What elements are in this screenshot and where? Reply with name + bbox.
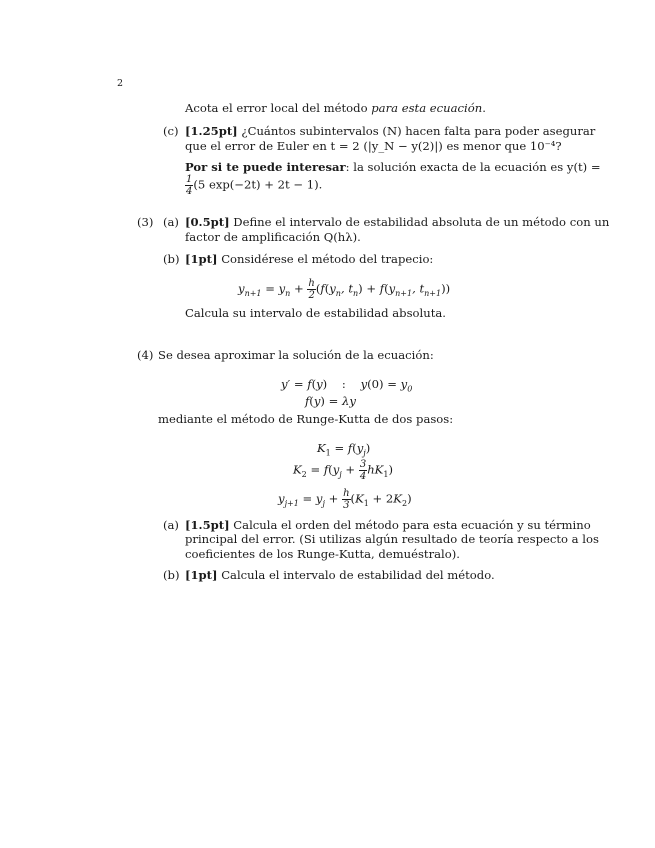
q2-c-line2: que el error de Euler en t = 2 (|y_N − y(2)|) es menor que 10⁻⁴? [185,139,562,153]
q3-a-label: (a) [163,215,179,229]
q4-a-line1: [1.5pt] Calcula el orden del método para esta ecuación y su término [185,518,591,532]
q3-b-after: Calcula su intervalo de estabilidad absoluta. [185,306,446,320]
q4-a-line2: principal del error. (Si utilizas algún resultado de teoría respecto a los [185,532,599,546]
q4-a-label: (a) [163,518,179,532]
k1-formula: $K_1 = f(y_j)$ [317,441,371,458]
q4-number: (4) [137,348,154,362]
f-definition: f(y) = λy [305,394,356,408]
q4-a-line3: coeficientes de los Runge-Kutta, demuéstralo). [185,547,460,561]
q2-hint-line2: $\frac{1}{4}$ (5 exp(−2t) + 2t − 1). [186,174,323,197]
q2-c-line1: [1.25pt] ¿Cuántos subintervalos (N) hacen falta para poder asegurar [185,124,596,138]
q2-b-tail: Acota el error local del método para esta ecuación. [185,101,486,115]
quarter-fraction: $\frac{1}{4}$ [186,174,193,197]
q3-a-line2: factor de amplificación Q(hλ). [185,230,361,244]
q4-intro: Se desea aproximar la solución de la ecuación: [158,348,434,362]
page-number: 2 [117,78,124,89]
q2-hint: Por si te puede interesar: la solución exacta de la ecuación es y(t) = [185,160,601,174]
yj1-formula: $y_{j+1} = y_j$ + $\frac{h}{3}$ $(K_1 + 2K_2)$ [278,488,412,511]
trapezoid-formula: $y_{n+1} = y_n$ + $\frac{h}{2}$ ($f(y_n$, $t_n) + f(y_{n+1}$, $t_{n+1}$)) [238,278,451,301]
q2-c-label: (c) [163,124,179,138]
ode-equation: y′ = f(y) : $y(0) = y_0$ [281,377,413,394]
q3-b-line1: [1pt] Considérese el método del trapecio: [185,252,434,266]
q3-a-line1: [0.5pt] Define el intervalo de estabilidad absoluta de un método con un [185,215,610,229]
q3-number: (3) [137,215,154,229]
q4-b-label: (b) [163,568,180,582]
q3-b-label: (b) [163,252,180,266]
q4-method-line: mediante el método de Runge-Kutta de dos pasos: [158,412,454,426]
q4-b-text: [1pt] Calcula el intervalo de estabilidad del método. [185,568,495,582]
k2-formula: $K_2 = f(y_j$ + $\frac{3}{4}$ $hK_1$) [293,459,393,482]
